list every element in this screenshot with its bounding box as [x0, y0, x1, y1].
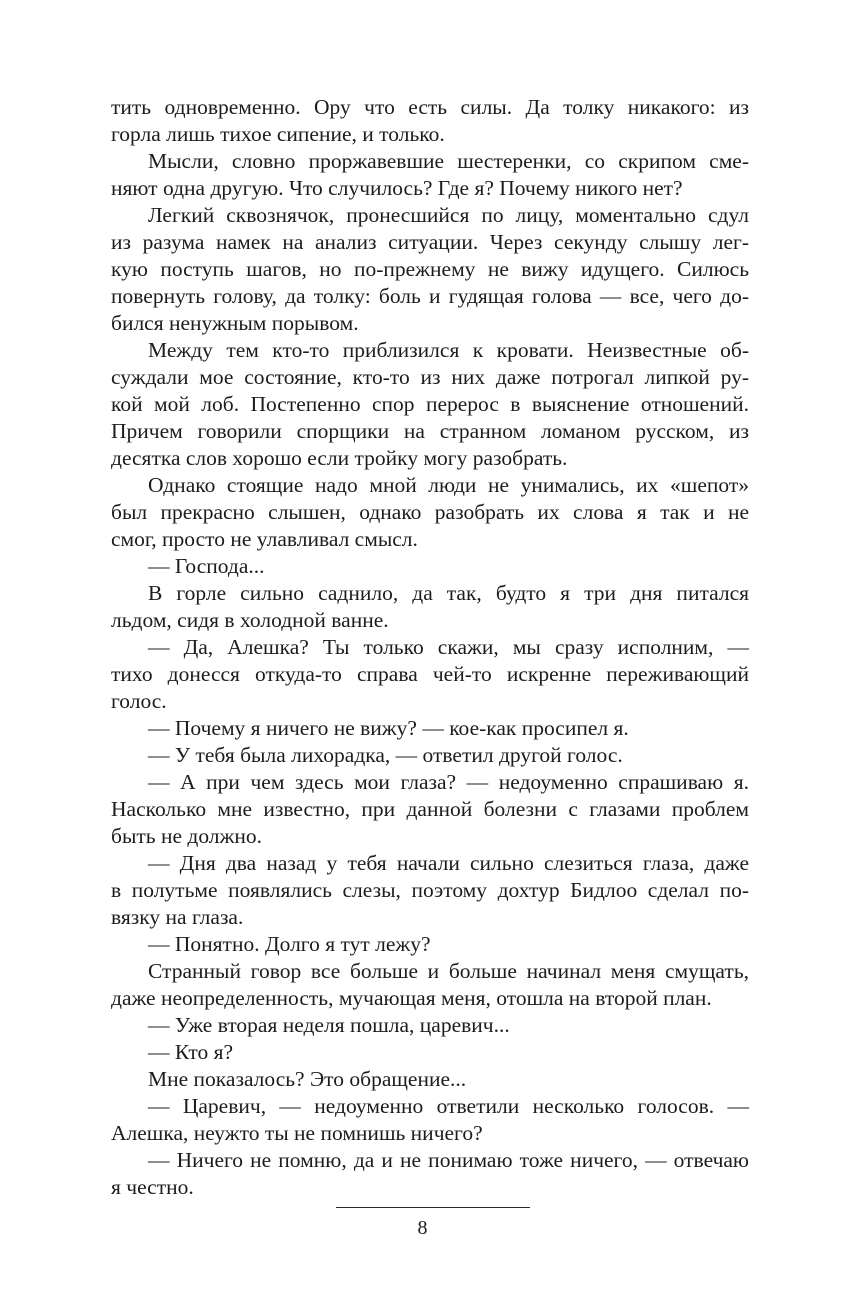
text-line: я честно.	[111, 1175, 194, 1199]
text-line: — Уже вторая неделя пошла, царевич...	[148, 1013, 510, 1037]
text-line: повернуть голову, да толку: боль и гудящая голова — все, чего до-	[111, 284, 749, 308]
text-line: был прекрасно слышен, однако разобрать их слова я так и не	[111, 500, 749, 524]
body-text	[111, 94, 749, 1201]
text-line: десятка слов хорошо если тройку могу разобрать.	[111, 446, 568, 470]
text-line: — Дня два назад у тебя начали сильно слезиться глаза, даже	[148, 851, 749, 875]
text-line: Мысли, словно проржавевшие шестеренки, со скрипом сме-	[148, 149, 749, 173]
text-line: няют одна другую. Что случилось? Где я? Почему никого нет?	[111, 176, 683, 200]
text-line: В горле сильно саднило, да так, будто я три дня питался	[148, 581, 749, 605]
text-line: льдом, сидя в холодной ванне.	[111, 608, 389, 632]
text-line: — Понятно. Долго я тут лежу?	[148, 932, 431, 956]
text-line: Алешка, неужто ты не помнишь ничего?	[111, 1121, 483, 1145]
page-number: 8	[417, 1217, 428, 1239]
text-line: Однако стоящие надо мной люди не унимались, их «шепот»	[148, 473, 749, 497]
text-line: из разума намек на анализ ситуации. Через секунду слышу лег-	[111, 230, 749, 254]
text-line: вязку на глаза.	[111, 905, 244, 929]
text-line: — Ничего не помню, да и не понимаю тоже ничего, — отвечаю	[148, 1148, 749, 1172]
text-line: кой мой лоб. Постепенно спор перерос в выяснение отношений.	[111, 392, 749, 416]
text-line: — Кто я?	[148, 1040, 234, 1064]
text-line: горла лишь тихое сипение, и только.	[111, 122, 445, 146]
text-line: бился ненужным порывом.	[111, 311, 359, 335]
text-line: — Царевич, — недоуменно ответили несколько голосов. —	[148, 1094, 749, 1118]
text-line: — А при чем здесь мои глаза? — недоуменно спрашиваю я.	[148, 770, 749, 794]
text-line: Странный говор все больше и больше начинал меня смущать,	[148, 959, 749, 983]
text-line: — У тебя была лихорадка, — ответил другой голос.	[148, 743, 623, 767]
text-line: — Да, Алешка? Ты только скажи, мы сразу исполним, —	[148, 635, 749, 659]
text-line: тихо донесся откуда-то справа чей-то искренне переживающий	[111, 662, 749, 686]
text-line: Легкий сквознячок, пронесшийся по лицу, моментально сдул	[148, 203, 749, 227]
text-line: быть не должно.	[111, 824, 263, 848]
footer-rule	[336, 1207, 530, 1208]
text-line: в полутьме появлялись слезы, поэтому дохтур Бидлоо сделал по-	[111, 878, 749, 902]
text-line: Насколько мне известно, при данной болезни с глазами проблем	[111, 797, 749, 821]
text-line: суждали мое состояние, кто-то из них даже потрогал липкой ру-	[111, 365, 749, 389]
text-line: смог, просто не улавливал смысл.	[111, 527, 418, 551]
text-line: — Почему я ничего не вижу? — кое-как просипел я.	[148, 716, 629, 740]
text-line: Мне показалось? Это обращение...	[148, 1067, 467, 1091]
text-line: Между тем кто-то приблизился к кровати. Неизвестные об-	[148, 338, 749, 362]
text-line: — Господа...	[148, 554, 265, 578]
text-line: Причем говорили спорщики на странном ломаном русском, из	[111, 419, 749, 443]
text-line: голос.	[111, 689, 167, 713]
text-line: кую поступь шагов, но по-прежнему не вижу идущего. Силюсь	[111, 257, 749, 281]
text-line: даже неопределенность, мучающая меня, отошла на второй план.	[111, 986, 712, 1010]
text-line: тить одновременно. Ору что есть силы. Да толку никакого: из	[111, 95, 749, 119]
